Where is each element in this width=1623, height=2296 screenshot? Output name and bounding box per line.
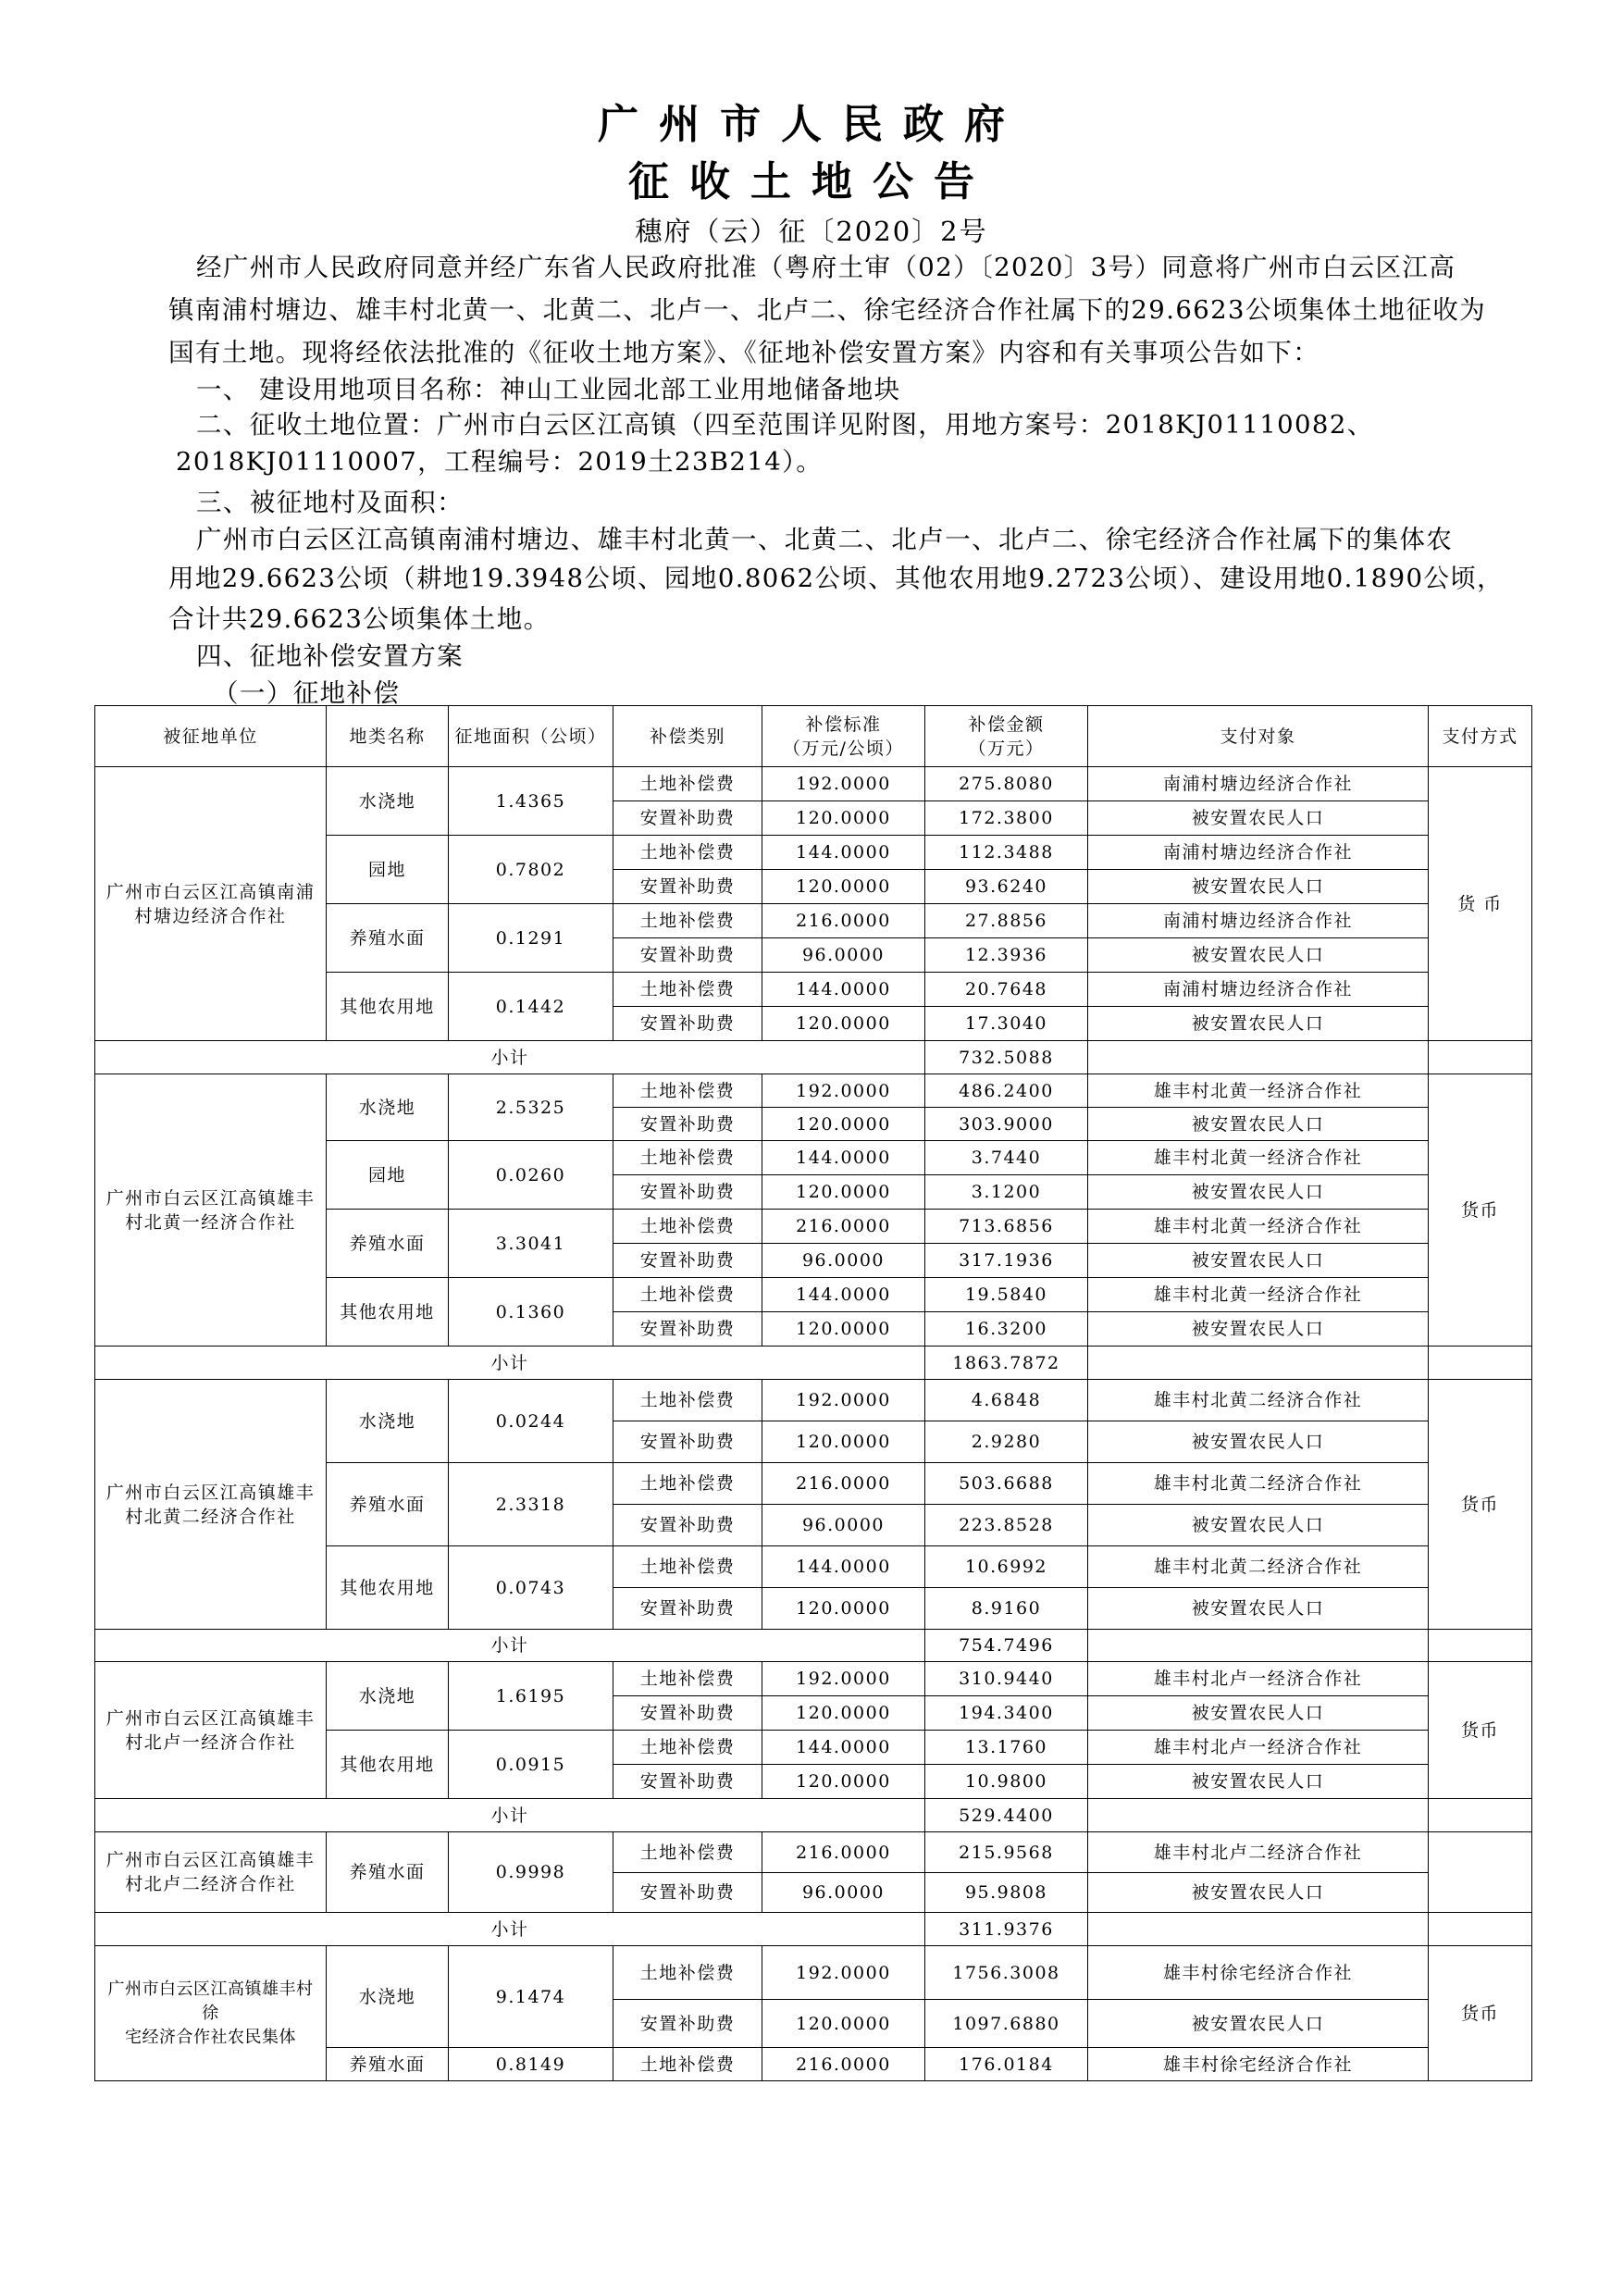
page-title: 广州市人民政府	[598, 101, 1025, 148]
standard-cell: 96.0000	[762, 938, 925, 973]
item-2a: 二、征收土地位置：广州市白云区江高镇（四至范围详见附图，用地方案号：2018KJ01110082、	[196, 410, 1374, 440]
land-type-cell: 水浇地	[327, 767, 449, 836]
amount-cell: 3.7440	[925, 1141, 1088, 1175]
standard-cell: 120.0000	[762, 1421, 925, 1463]
item-4: 四、征地补偿安置方案	[196, 641, 464, 671]
item-3-para-1: 广州市白云区江高镇南浦村塘边、雄丰村北黄一、北黄二、北卢一、北卢二、徐宅经济合作社属下的集体农	[196, 525, 1454, 554]
comp-type-cell: 土地补偿费	[613, 1731, 762, 1765]
area-cell: 2.5325	[449, 1074, 613, 1141]
payee-cell: 雄丰村北黄一经济合作社	[1088, 1141, 1429, 1175]
subtotal-amount: 529.4400	[925, 1799, 1088, 1832]
standard-cell: 192.0000	[762, 1380, 925, 1421]
comp-type-cell: 土地补偿费	[613, 1380, 762, 1421]
payment-method-cell	[1429, 1832, 1532, 1913]
subtotal-label: 小计	[95, 1630, 925, 1662]
intro-line-1: 经广州市人民政府同意并经广东省人民政府批准（粤府土审（02）〔2020〕3号）同意将广州市白云区江高	[196, 253, 1456, 282]
land-type-cell: 水浇地	[327, 1074, 449, 1141]
area-cell: 1.6195	[449, 1662, 613, 1731]
payee-cell: 雄丰村北卢一经济合作社	[1088, 1662, 1429, 1696]
comp-type-cell: 安置补助费	[613, 1108, 762, 1141]
standard-cell: 216.0000	[762, 904, 925, 938]
standard-cell: 144.0000	[762, 1546, 925, 1588]
amount-cell: 2.9280	[925, 1421, 1088, 1463]
subtotal-label: 小计	[95, 1913, 925, 1946]
area-cell: 1.4365	[449, 767, 613, 836]
header-standard-line-1: 补偿标准	[805, 714, 882, 735]
land-type-cell: 其他农用地	[327, 1278, 449, 1347]
unit-cell	[95, 767, 327, 1041]
land-type-cell: 园地	[327, 836, 449, 904]
amount-cell: 12.3936	[925, 938, 1088, 973]
unit-cell	[95, 1946, 327, 2081]
standard-cell: 96.0000	[762, 1244, 925, 1278]
comp-type-cell: 土地补偿费	[613, 1463, 762, 1505]
item-3-para-2: 用地29.6623公顷（耕地19.3948公顷、园地0.8062公顷、其他农用地9.2723公顷）、建设用地0.1890公顷，	[168, 564, 1505, 593]
area-cell: 0.0244	[449, 1380, 613, 1463]
standard-cell: 216.0000	[762, 1210, 925, 1244]
comp-type-cell: 安置补助费	[613, 1312, 762, 1347]
amount-cell: 8.9160	[925, 1588, 1088, 1630]
land-type-cell: 其他农用地	[327, 973, 449, 1041]
amount-cell: 215.9568	[925, 1832, 1088, 1873]
standard-cell: 120.0000	[762, 1588, 925, 1630]
header-land-type: 地类名称	[327, 706, 449, 767]
land-type-cell: 水浇地	[327, 1380, 449, 1463]
standard-cell: 144.0000	[762, 1141, 925, 1175]
payment-method-cell: 货币	[1429, 1662, 1532, 1799]
comp-type-cell: 土地补偿费	[613, 836, 762, 870]
comp-type-cell: 安置补助费	[613, 938, 762, 973]
amount-cell: 503.6688	[925, 1463, 1088, 1505]
header-comp-type: 补偿类别	[613, 706, 762, 767]
table-row	[95, 767, 1532, 801]
table-header-row	[95, 706, 1532, 767]
standard-cell: 192.0000	[762, 1074, 925, 1108]
standard-cell: 216.0000	[762, 2048, 925, 2081]
unit-name-line-2: 村北黄二经济合作社	[125, 1506, 296, 1527]
payee-cell: 被安置农民人口	[1088, 1312, 1429, 1347]
subtotal-row	[95, 1630, 1532, 1662]
subtotal-label: 小计	[95, 1347, 925, 1380]
standard-cell: 144.0000	[762, 1731, 925, 1765]
amount-cell: 1756.3008	[925, 1946, 1088, 2000]
compensation-table	[94, 705, 1532, 2081]
subtotal-amount: 754.7496	[925, 1630, 1088, 1662]
standard-cell: 120.0000	[762, 1175, 925, 1210]
subtotal-empty	[1429, 1630, 1532, 1662]
subtotal-empty	[1088, 1799, 1429, 1832]
payee-cell: 雄丰村徐宅经济合作社	[1088, 1946, 1429, 2000]
table-row	[95, 1380, 1532, 1421]
comp-type-cell: 土地补偿费	[613, 1074, 762, 1108]
page-subtitle: 征收土地公告	[628, 158, 995, 205]
subtotal-empty	[1088, 1041, 1429, 1074]
standard-cell: 120.0000	[762, 1007, 925, 1041]
header-method: 支付方式	[1429, 706, 1532, 767]
amount-cell: 93.6240	[925, 870, 1088, 904]
table-row	[95, 1946, 1532, 2000]
unit-cell	[95, 1074, 327, 1347]
payment-method-cell: 货币	[1429, 1946, 1532, 2081]
payee-cell: 雄丰村徐宅经济合作社	[1088, 2048, 1429, 2081]
comp-type-cell: 土地补偿费	[613, 1141, 762, 1175]
comp-type-cell: 安置补助费	[613, 1421, 762, 1463]
amount-cell: 4.6848	[925, 1380, 1088, 1421]
unit-name-line-1: 广州市白云区江高镇雄丰	[105, 1850, 316, 1870]
intro-line-3: 国有土地。现将经依法批准的《征收土地方案》、《征地补偿安置方案》内容和有关事项公告如下：	[168, 338, 1320, 367]
subtotal-amount: 311.9376	[925, 1913, 1088, 1946]
table-row	[95, 1662, 1532, 1696]
standard-cell: 120.0000	[762, 1312, 925, 1347]
amount-cell: 16.3200	[925, 1312, 1088, 1347]
standard-cell: 192.0000	[762, 767, 925, 801]
comp-type-cell: 土地补偿费	[613, 973, 762, 1007]
payment-method-cell: 货币	[1429, 1074, 1532, 1347]
area-cell: 0.0915	[449, 1731, 613, 1799]
payee-cell: 被安置农民人口	[1088, 1175, 1429, 1210]
amount-cell: 3.1200	[925, 1175, 1088, 1210]
amount-cell: 486.2400	[925, 1074, 1088, 1108]
payee-cell: 南浦村塘边经济合作社	[1088, 904, 1429, 938]
standard-cell: 96.0000	[762, 1505, 925, 1546]
amount-cell: 112.3488	[925, 836, 1088, 870]
subtotal-label: 小计	[95, 1041, 925, 1074]
unit-cell	[95, 1832, 327, 1913]
standard-cell: 120.0000	[762, 801, 925, 836]
header-unit: 被征地单位	[95, 706, 327, 767]
payee-cell: 雄丰村北黄一经济合作社	[1088, 1210, 1429, 1244]
item-4-1: （一）征地补偿	[213, 678, 401, 708]
standard-cell: 120.0000	[762, 870, 925, 904]
item-3-para-3: 合计共29.6623公顷集体土地。	[168, 604, 551, 634]
amount-cell: 10.9800	[925, 1765, 1088, 1799]
unit-name-line-2: 宅经济合作社农民集体	[125, 2027, 296, 2047]
subtotal-empty	[1429, 1799, 1532, 1832]
payee-cell: 被安置农民人口	[1088, 1765, 1429, 1799]
payment-method-cell: 货 币	[1429, 767, 1532, 1041]
payee-cell: 被安置农民人口	[1088, 938, 1429, 973]
subtotal-empty	[1088, 1913, 1429, 1946]
payee-cell: 雄丰村北黄二经济合作社	[1088, 1546, 1429, 1588]
payee-cell: 雄丰村北黄二经济合作社	[1088, 1463, 1429, 1505]
payee-cell: 被安置农民人口	[1088, 1007, 1429, 1041]
unit-name-line-1: 广州市白云区江高镇南浦	[105, 881, 316, 902]
payee-cell: 被安置农民人口	[1088, 1108, 1429, 1141]
area-cell: 3.3041	[449, 1210, 613, 1278]
standard-cell: 144.0000	[762, 1278, 925, 1312]
amount-cell: 95.9808	[925, 1873, 1088, 1913]
payee-cell: 被安置农民人口	[1088, 2000, 1429, 2048]
comp-type-cell: 土地补偿费	[613, 2048, 762, 2081]
area-cell: 0.0743	[449, 1546, 613, 1630]
subtotal-empty	[1429, 1041, 1532, 1074]
land-type-cell: 水浇地	[327, 1662, 449, 1731]
unit-name-line-2: 村北黄一经济合作社	[125, 1211, 296, 1233]
unit-name-line-1: 广州市白云区江高镇雄丰村徐	[107, 1979, 314, 2023]
land-type-cell: 养殖水面	[327, 1463, 449, 1546]
payment-method-cell: 货币	[1429, 1380, 1532, 1630]
amount-cell: 223.8528	[925, 1505, 1088, 1546]
amount-cell: 13.1760	[925, 1731, 1088, 1765]
standard-cell: 120.0000	[762, 2000, 925, 2048]
header-amount	[925, 706, 1088, 767]
unit-cell	[95, 1380, 327, 1630]
intro-line-2: 镇南浦村塘边、雄丰村北黄一、北黄二、北卢一、北卢二、徐宅经济合作社属下的29.6623公顷集体土地征收为	[168, 295, 1487, 325]
payee-cell: 被安置农民人口	[1088, 1244, 1429, 1278]
land-type-cell: 水浇地	[327, 1946, 449, 2048]
area-cell: 0.1291	[449, 904, 613, 973]
comp-type-cell: 安置补助费	[613, 1007, 762, 1041]
item-2b: 2018KJ01110007，工程编号：2019土23B214）。	[176, 447, 824, 477]
area-cell: 0.1360	[449, 1278, 613, 1347]
subtotal-label: 小计	[95, 1799, 925, 1832]
standard-cell: 216.0000	[762, 1832, 925, 1873]
standard-cell: 96.0000	[762, 1873, 925, 1913]
amount-cell: 303.9000	[925, 1108, 1088, 1141]
amount-cell: 20.7648	[925, 973, 1088, 1007]
standard-cell: 144.0000	[762, 973, 925, 1007]
subtotal-amount: 732.5088	[925, 1041, 1088, 1074]
comp-type-cell: 土地补偿费	[613, 1662, 762, 1696]
payee-cell: 被安置农民人口	[1088, 870, 1429, 904]
document-number: 穗府（云）征〔2020〕2号	[635, 216, 988, 247]
subtotal-row	[95, 1041, 1532, 1074]
comp-type-cell: 土地补偿费	[613, 1210, 762, 1244]
unit-name-line-2: 村塘边经济合作社	[134, 905, 287, 926]
area-cell: 0.1442	[449, 973, 613, 1041]
standard-cell: 144.0000	[762, 836, 925, 870]
unit-name-line-1: 广州市白云区江高镇雄丰	[105, 1482, 316, 1503]
payee-cell: 南浦村塘边经济合作社	[1088, 767, 1429, 801]
land-type-cell: 养殖水面	[327, 1832, 449, 1913]
amount-cell: 1097.6880	[925, 2000, 1088, 2048]
standard-cell: 192.0000	[762, 1946, 925, 2000]
amount-cell: 310.9440	[925, 1662, 1088, 1696]
amount-cell: 194.3400	[925, 1696, 1088, 1731]
payee-cell: 被安置农民人口	[1088, 1696, 1429, 1731]
item-1: 一、 建设用地项目名称：神山工业园北部工业用地储备地块	[196, 375, 901, 404]
comp-type-cell: 安置补助费	[613, 1873, 762, 1913]
amount-cell: 275.8080	[925, 767, 1088, 801]
comp-type-cell: 土地补偿费	[613, 767, 762, 801]
unit-name-line-2: 村北卢一经济合作社	[125, 1731, 296, 1753]
payee-cell: 雄丰村北黄一经济合作社	[1088, 1278, 1429, 1312]
subtotal-empty	[1088, 1347, 1429, 1380]
comp-type-cell: 安置补助费	[613, 1505, 762, 1546]
subtotal-row	[95, 1799, 1532, 1832]
subtotal-amount: 1863.7872	[925, 1347, 1088, 1380]
area-cell: 0.9998	[449, 1832, 613, 1913]
payee-cell: 南浦村塘边经济合作社	[1088, 973, 1429, 1007]
standard-cell: 216.0000	[762, 1463, 925, 1505]
header-standard	[762, 706, 925, 767]
amount-cell: 27.8856	[925, 904, 1088, 938]
comp-type-cell: 安置补助费	[613, 1696, 762, 1731]
comp-type-cell: 安置补助费	[613, 870, 762, 904]
subtotal-empty	[1088, 1630, 1429, 1662]
payee-cell: 被安置农民人口	[1088, 1505, 1429, 1546]
subtotal-row	[95, 1913, 1532, 1946]
area-cell: 2.3318	[449, 1463, 613, 1546]
standard-cell: 120.0000	[762, 1108, 925, 1141]
header-amount-line-2: （万元）	[968, 738, 1045, 759]
header-payee: 支付对象	[1088, 706, 1429, 767]
item-3: 三、被征地村及面积：	[196, 488, 464, 517]
amount-cell: 10.6992	[925, 1546, 1088, 1588]
standard-cell: 120.0000	[762, 1696, 925, 1731]
standard-cell: 120.0000	[762, 1765, 925, 1799]
payee-cell: 被安置农民人口	[1088, 1588, 1429, 1630]
payee-cell: 南浦村塘边经济合作社	[1088, 836, 1429, 870]
land-type-cell: 园地	[327, 1141, 449, 1210]
comp-type-cell: 土地补偿费	[613, 1832, 762, 1873]
comp-type-cell: 土地补偿费	[613, 1946, 762, 2000]
header-area: 征地面积（公顷）	[449, 706, 613, 767]
table-row	[95, 1074, 1532, 1108]
table-row	[95, 1832, 1532, 1873]
amount-cell: 317.1936	[925, 1244, 1088, 1278]
comp-type-cell: 安置补助费	[613, 1588, 762, 1630]
area-cell: 0.0260	[449, 1141, 613, 1210]
payee-cell: 雄丰村北卢一经济合作社	[1088, 1731, 1429, 1765]
payee-cell: 雄丰村北黄一经济合作社	[1088, 1074, 1429, 1108]
payee-cell: 被安置农民人口	[1088, 801, 1429, 836]
subtotal-row	[95, 1347, 1532, 1380]
land-type-cell: 养殖水面	[327, 1210, 449, 1278]
payee-cell: 被安置农民人口	[1088, 1873, 1429, 1913]
amount-cell: 176.0184	[925, 2048, 1088, 2081]
comp-type-cell: 安置补助费	[613, 801, 762, 836]
payee-cell: 雄丰村北黄二经济合作社	[1088, 1380, 1429, 1421]
comp-type-cell: 土地补偿费	[613, 1546, 762, 1588]
comp-type-cell: 安置补助费	[613, 1244, 762, 1278]
land-type-cell: 其他农用地	[327, 1546, 449, 1630]
land-type-cell: 其他农用地	[327, 1731, 449, 1799]
payee-cell: 雄丰村北卢二经济合作社	[1088, 1832, 1429, 1873]
unit-cell	[95, 1662, 327, 1799]
area-cell: 0.7802	[449, 836, 613, 904]
unit-name-line-2: 村北卢二经济合作社	[125, 1874, 296, 1894]
payee-cell: 被安置农民人口	[1088, 1421, 1429, 1463]
header-amount-line-1: 补偿金额	[968, 714, 1045, 735]
subtotal-empty	[1429, 1347, 1532, 1380]
comp-type-cell: 土地补偿费	[613, 1278, 762, 1312]
subtotal-empty	[1429, 1913, 1532, 1946]
amount-cell: 17.3040	[925, 1007, 1088, 1041]
area-cell: 0.8149	[449, 2048, 613, 2081]
standard-cell: 192.0000	[762, 1662, 925, 1696]
comp-type-cell: 安置补助费	[613, 1765, 762, 1799]
land-type-cell: 养殖水面	[327, 904, 449, 973]
land-type-cell: 养殖水面	[327, 2048, 449, 2081]
unit-name-line-1: 广州市白云区江高镇雄丰	[105, 1187, 316, 1209]
header-standard-line-2: （万元/公顷）	[783, 738, 904, 759]
comp-type-cell: 安置补助费	[613, 1175, 762, 1210]
area-cell: 9.1474	[449, 1946, 613, 2048]
amount-cell: 713.6856	[925, 1210, 1088, 1244]
comp-type-cell: 安置补助费	[613, 2000, 762, 2048]
amount-cell: 172.3800	[925, 801, 1088, 836]
unit-name-line-1: 广州市白云区江高镇雄丰	[105, 1707, 316, 1729]
comp-type-cell: 土地补偿费	[613, 904, 762, 938]
amount-cell: 19.5840	[925, 1278, 1088, 1312]
